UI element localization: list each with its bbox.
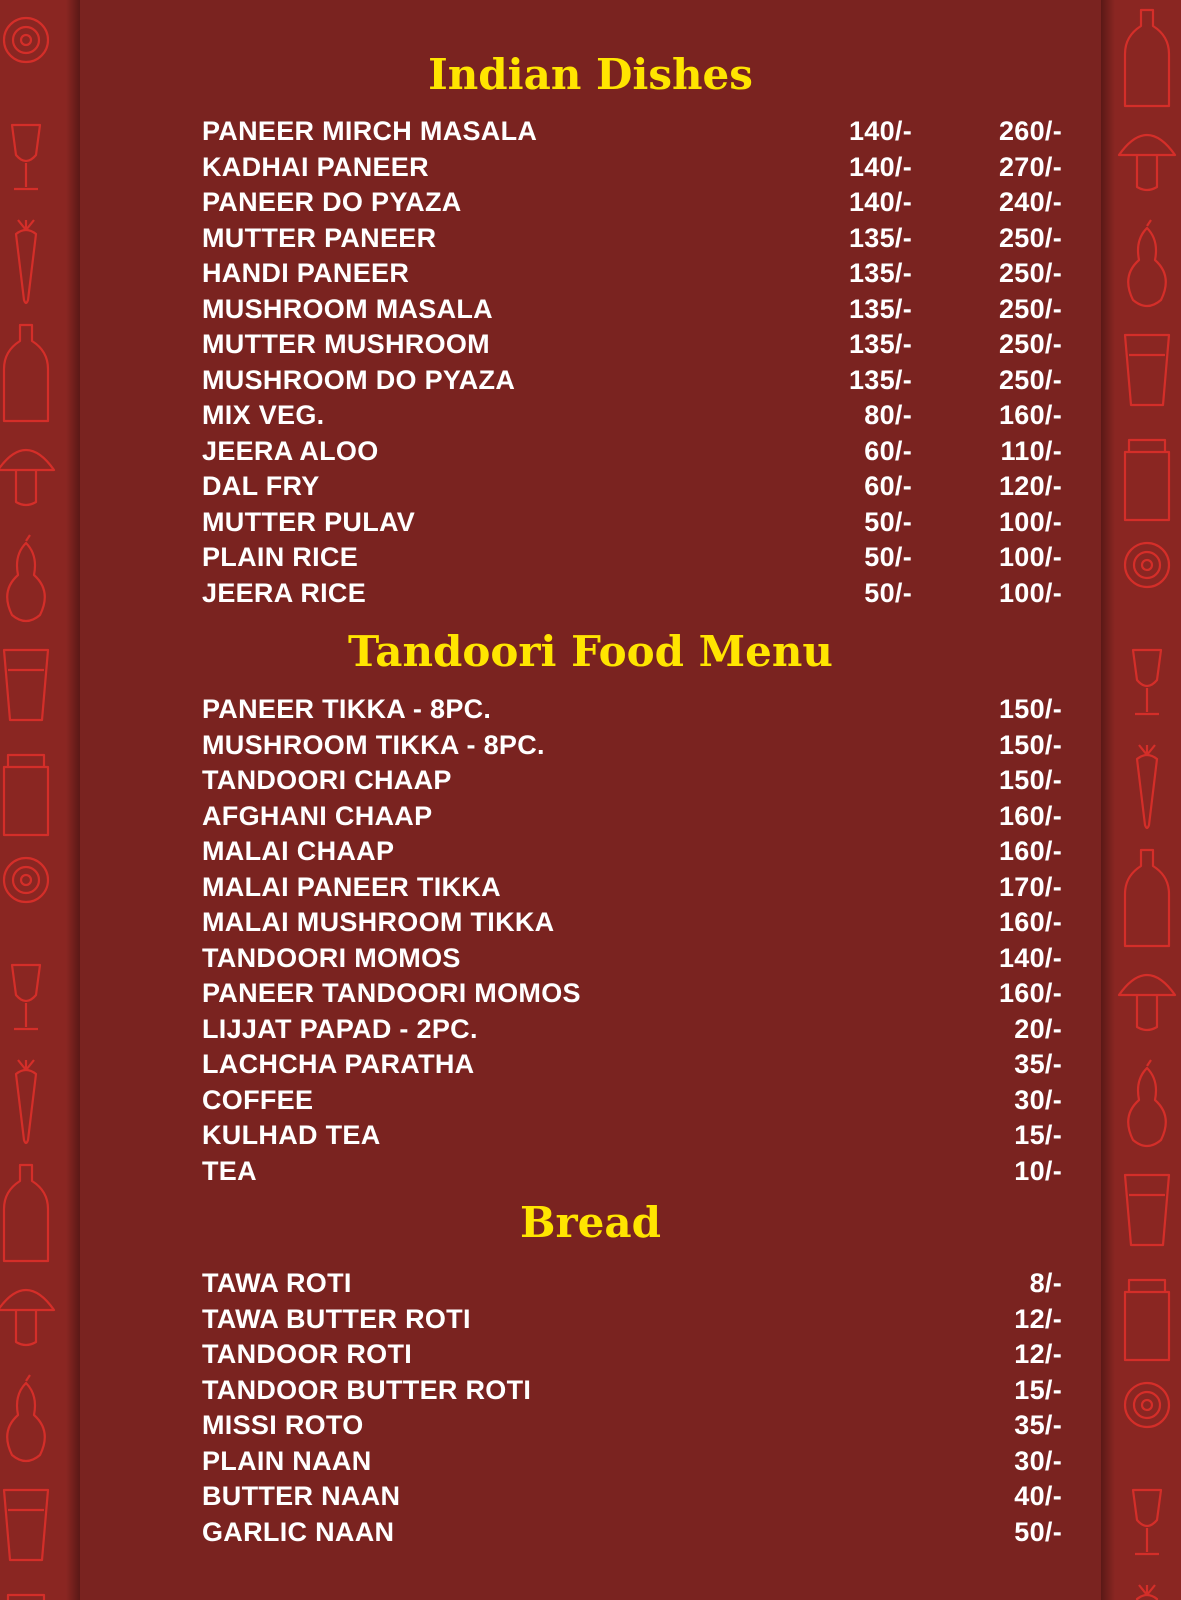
wine-glass-icon bbox=[1133, 1490, 1161, 1554]
item-name: JEERA ALOO bbox=[202, 435, 379, 466]
section-title-tandoori-food-menu: Tandoori Food Menu bbox=[348, 627, 833, 676]
cup-icon bbox=[4, 650, 48, 720]
menu-item bbox=[202, 114, 1062, 150]
item-price-full: 250/- bbox=[998, 222, 1062, 253]
item-price-full: 100/- bbox=[998, 577, 1062, 608]
item-price: 170/- bbox=[998, 871, 1062, 902]
menu-item bbox=[202, 150, 1062, 186]
menu-item bbox=[202, 434, 1062, 470]
bottle-icon bbox=[4, 325, 48, 421]
item-name: LIJJAT PAPAD - 2PC. bbox=[202, 1013, 478, 1044]
menu-item bbox=[202, 976, 1062, 1012]
pear-icon bbox=[1128, 1060, 1166, 1146]
item-name: KULHAD TEA bbox=[202, 1120, 381, 1150]
menu-item bbox=[202, 1444, 1062, 1480]
item-name: JEERA RICE bbox=[202, 577, 367, 608]
menu-item bbox=[202, 363, 1062, 399]
menu-item bbox=[202, 799, 1062, 835]
pear-icon bbox=[7, 535, 45, 621]
menu-item bbox=[202, 1047, 1062, 1083]
item-name: TANDOOR BUTTER ROTI bbox=[202, 1374, 532, 1405]
tandoori-food-list bbox=[202, 692, 1062, 1189]
menu-item bbox=[202, 870, 1062, 906]
item-name: MUTTER PULAV bbox=[202, 506, 416, 537]
item-price: 140/- bbox=[998, 942, 1062, 973]
item-price-half: 135/- bbox=[848, 293, 912, 324]
swirl-doodle-icon bbox=[1125, 543, 1169, 587]
menu-item bbox=[202, 505, 1062, 541]
carrot-icon bbox=[16, 220, 36, 303]
left-decorative-border bbox=[0, 0, 80, 1600]
carrot-icon bbox=[1137, 1585, 1157, 1600]
item-name: MALAI CHAAP bbox=[202, 836, 395, 866]
bottle-icon bbox=[1125, 850, 1169, 946]
indian-dishes-list bbox=[202, 114, 1062, 611]
item-name: TANDOOR ROTI bbox=[202, 1339, 413, 1369]
item-name: PANEER MIRCH MASALA bbox=[202, 116, 538, 146]
mushroom-icon bbox=[1119, 975, 1175, 1030]
menu-item bbox=[202, 1083, 1062, 1119]
menu-item bbox=[202, 540, 1062, 576]
item-name: PLAIN RICE bbox=[202, 542, 359, 572]
menu-item bbox=[202, 185, 1062, 221]
item-price: 12/- bbox=[1014, 1339, 1062, 1369]
item-price-full: 160/- bbox=[998, 400, 1062, 430]
menu-item bbox=[202, 1408, 1062, 1444]
item-price: 10/- bbox=[1014, 1155, 1062, 1186]
item-price-full: 250/- bbox=[998, 258, 1062, 288]
jar-icon bbox=[4, 1595, 48, 1600]
jar-icon bbox=[1125, 440, 1169, 520]
item-name: BUTTER NAAN bbox=[202, 1481, 401, 1511]
item-price-half: 60/- bbox=[864, 471, 912, 501]
item-price-half: 50/- bbox=[864, 542, 912, 572]
menu-item bbox=[202, 469, 1062, 505]
menu-item bbox=[202, 1012, 1062, 1048]
menu-item bbox=[202, 1373, 1062, 1409]
item-price-full: 120/- bbox=[998, 471, 1062, 501]
item-price: 160/- bbox=[998, 836, 1062, 866]
item-price-half: 50/- bbox=[864, 506, 912, 537]
item-name: LACHCHA PARATHA bbox=[202, 1049, 475, 1079]
swirl-doodle-icon bbox=[4, 18, 48, 62]
item-name: PANEER TIKKA - 8PC. bbox=[202, 694, 492, 724]
menu-item bbox=[202, 834, 1062, 870]
item-price-half: 50/- bbox=[864, 577, 912, 608]
item-name: MUSHROOM MASALA bbox=[202, 293, 493, 324]
item-name: TAWA ROTI bbox=[202, 1268, 352, 1298]
item-price-full: 250/- bbox=[998, 293, 1062, 324]
item-price-full: 250/- bbox=[998, 364, 1062, 395]
item-price-half: 140/- bbox=[848, 116, 912, 146]
border-shadow bbox=[66, 0, 80, 1600]
item-name: MUTTER PANEER bbox=[202, 222, 437, 253]
jar-icon bbox=[1125, 1280, 1169, 1360]
item-price: 160/- bbox=[998, 978, 1062, 1008]
menu-item bbox=[202, 1154, 1062, 1190]
menu-item bbox=[202, 1118, 1062, 1154]
menu-item bbox=[202, 292, 1062, 328]
item-price-half: 140/- bbox=[848, 151, 912, 182]
swirl-doodle-icon bbox=[1125, 1383, 1169, 1427]
item-price: 20/- bbox=[1014, 1013, 1062, 1044]
item-name: DAL FRY bbox=[202, 471, 320, 501]
item-name: MALAI PANEER TIKKA bbox=[202, 871, 501, 902]
menu-item bbox=[202, 692, 1062, 728]
menu-item bbox=[202, 941, 1062, 977]
item-price-half: 140/- bbox=[848, 187, 912, 217]
jar-icon bbox=[4, 755, 48, 835]
item-price-half: 80/- bbox=[864, 400, 912, 430]
border-shadow bbox=[1101, 0, 1115, 1600]
item-name: TANDOORI MOMOS bbox=[202, 942, 461, 973]
mushroom-icon bbox=[0, 450, 54, 505]
item-price: 150/- bbox=[998, 729, 1062, 760]
item-price-half: 135/- bbox=[848, 364, 912, 395]
item-name: MIX VEG. bbox=[202, 400, 325, 430]
item-price: 12/- bbox=[1014, 1303, 1062, 1334]
menu-panel bbox=[80, 0, 1101, 1600]
wine-glass-icon bbox=[12, 965, 40, 1029]
item-name: MUSHROOM TIKKA - 8PC. bbox=[202, 729, 545, 760]
cup-icon bbox=[4, 1490, 48, 1560]
item-price-half: 135/- bbox=[848, 329, 912, 359]
menu-item bbox=[202, 1266, 1062, 1302]
swirl-doodle-icon bbox=[4, 858, 48, 902]
cup-icon bbox=[1125, 1175, 1169, 1245]
item-price: 30/- bbox=[1014, 1084, 1062, 1115]
menu-item bbox=[202, 1515, 1062, 1551]
wine-glass-icon bbox=[1133, 650, 1161, 714]
item-price-full: 110/- bbox=[1000, 435, 1062, 466]
right-decorative-border bbox=[1101, 0, 1181, 1600]
item-price-full: 260/- bbox=[998, 116, 1062, 146]
section-title-indian-dishes: Indian Dishes bbox=[428, 50, 753, 99]
carrot-icon bbox=[1137, 745, 1157, 828]
menu-item bbox=[202, 728, 1062, 764]
carrot-icon bbox=[16, 1060, 36, 1143]
item-name: MUTTER MUSHROOM bbox=[202, 329, 490, 359]
item-price: 150/- bbox=[998, 765, 1062, 795]
item-price: 35/- bbox=[1014, 1049, 1062, 1079]
item-price-full: 250/- bbox=[998, 329, 1062, 359]
item-price: 160/- bbox=[998, 800, 1062, 831]
menu-item bbox=[202, 1337, 1062, 1373]
item-price-full: 240/- bbox=[998, 187, 1062, 217]
menu-item bbox=[202, 1479, 1062, 1515]
item-name: PLAIN NAAN bbox=[202, 1445, 372, 1476]
item-price-half: 135/- bbox=[848, 222, 912, 253]
item-price-full: 100/- bbox=[998, 506, 1062, 537]
mushroom-icon bbox=[0, 1290, 54, 1345]
item-name: PANEER TANDOORI MOMOS bbox=[202, 978, 581, 1008]
item-name: PANEER DO PYAZA bbox=[202, 187, 462, 217]
item-price: 150/- bbox=[998, 694, 1062, 724]
item-price-full: 100/- bbox=[998, 542, 1062, 572]
bottle-icon bbox=[4, 1165, 48, 1261]
item-price: 8/- bbox=[1029, 1268, 1062, 1298]
item-price: 160/- bbox=[998, 907, 1062, 937]
item-name: TAWA BUTTER ROTI bbox=[202, 1303, 471, 1334]
bottle-icon bbox=[1125, 10, 1169, 106]
wine-glass-icon bbox=[12, 125, 40, 189]
item-price-half: 60/- bbox=[864, 435, 912, 466]
section-title-bread: Bread bbox=[520, 1198, 661, 1247]
item-name: MISSI ROTO bbox=[202, 1410, 364, 1440]
item-name: HANDI PANEER bbox=[202, 258, 410, 288]
item-price: 40/- bbox=[1014, 1481, 1062, 1511]
item-name: COFFEE bbox=[202, 1084, 314, 1115]
item-name: MUSHROOM DO PYAZA bbox=[202, 364, 516, 395]
menu-item bbox=[202, 398, 1062, 434]
menu-item bbox=[202, 1302, 1062, 1338]
item-name: TANDOORI CHAAP bbox=[202, 765, 452, 795]
item-name: KADHAI PANEER bbox=[202, 151, 429, 182]
item-name: AFGHANI CHAAP bbox=[202, 800, 433, 831]
menu-item bbox=[202, 221, 1062, 257]
menu-item bbox=[202, 763, 1062, 799]
item-price-half: 135/- bbox=[848, 258, 912, 288]
bread-list bbox=[202, 1266, 1062, 1550]
pear-icon bbox=[7, 1375, 45, 1461]
menu-item bbox=[202, 905, 1062, 941]
menu-item bbox=[202, 256, 1062, 292]
item-name: TEA bbox=[202, 1155, 257, 1186]
item-name: GARLIC NAAN bbox=[202, 1516, 395, 1547]
item-price: 15/- bbox=[1014, 1120, 1062, 1150]
pear-icon bbox=[1128, 220, 1166, 306]
menu-item bbox=[202, 327, 1062, 363]
item-price: 50/- bbox=[1014, 1516, 1062, 1547]
cup-icon bbox=[1125, 335, 1169, 405]
menu-item bbox=[202, 576, 1062, 612]
item-name: MALAI MUSHROOM TIKKA bbox=[202, 907, 555, 937]
item-price-full: 270/- bbox=[998, 151, 1062, 182]
item-price: 30/- bbox=[1014, 1445, 1062, 1476]
item-price: 15/- bbox=[1014, 1374, 1062, 1405]
item-price: 35/- bbox=[1014, 1410, 1062, 1440]
mushroom-icon bbox=[1119, 135, 1175, 190]
